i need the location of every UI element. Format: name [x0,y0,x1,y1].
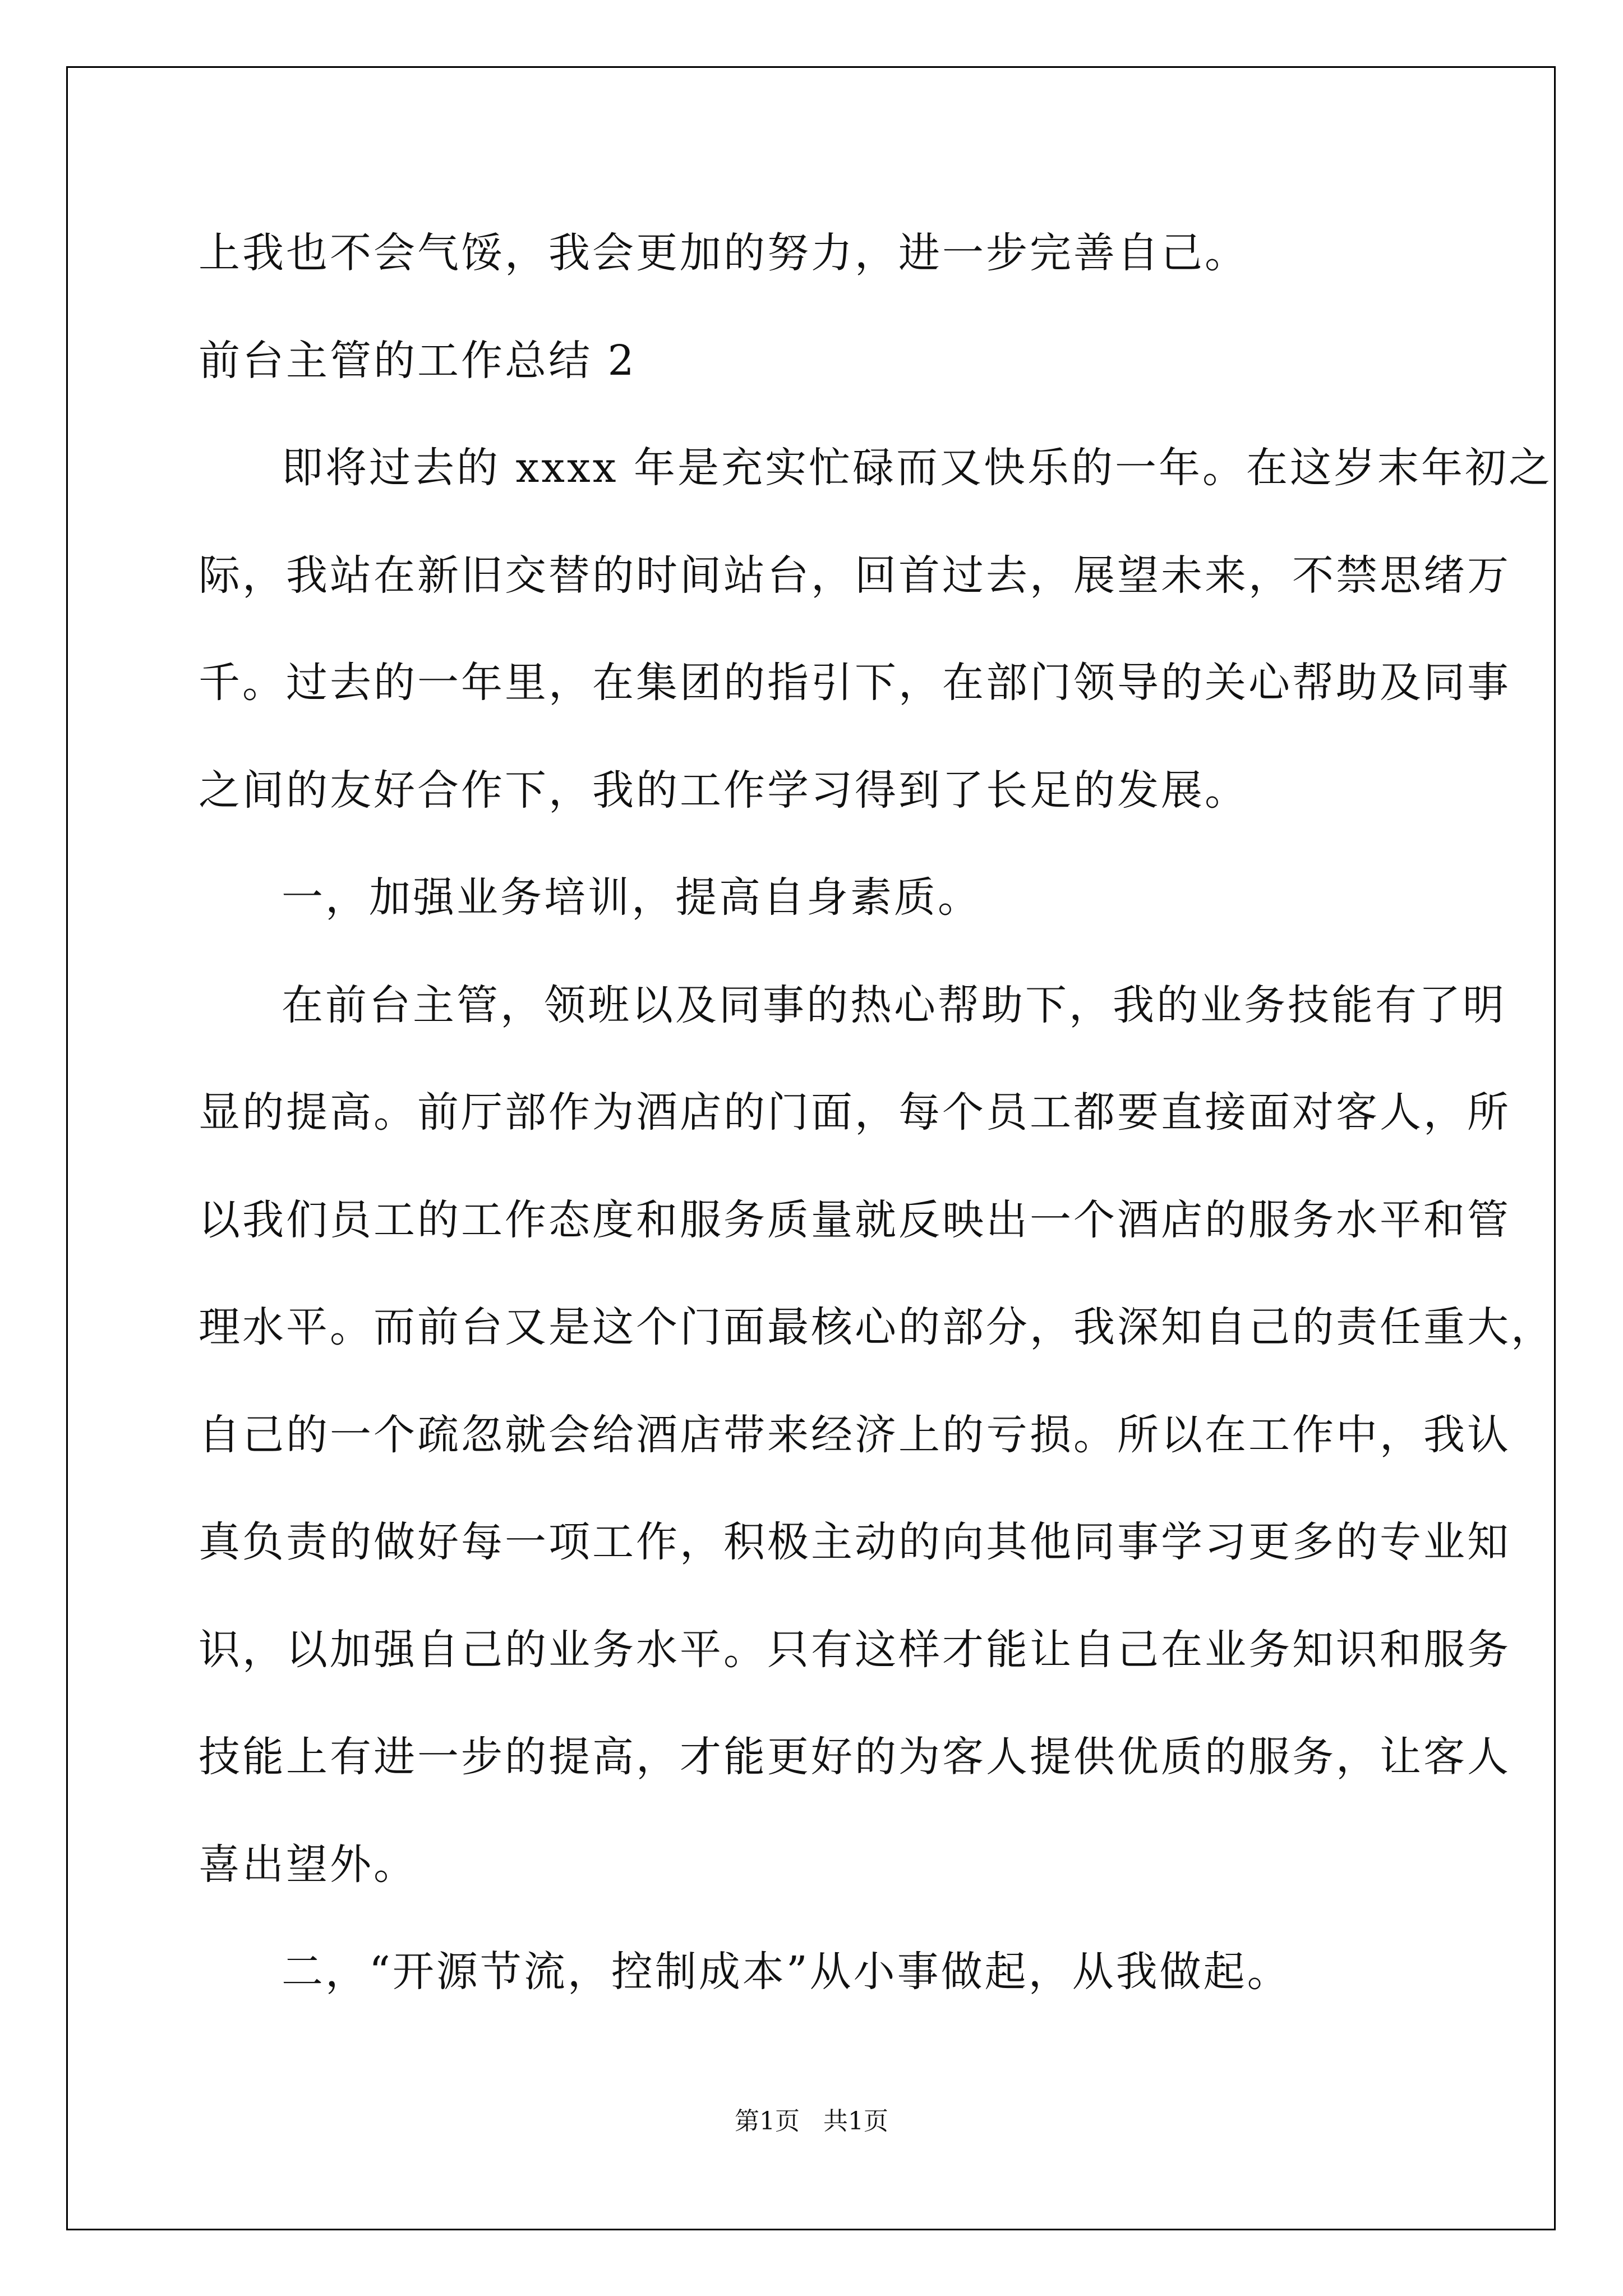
text-line: 技能上有进一步的提高，才能更好的为客人提供优质的服务，让客人 [199,1733,1511,1781]
text-line: 千。过去的一年里，在集团的指引下，在部门领导的关心帮助及同事 [199,659,1511,707]
text-line: 一，加强业务培训，提高自身素质。 [282,873,981,922]
text-line: 以我们员工的工作态度和服务质量就反映出一个酒店的服务水平和管 [199,1196,1511,1244]
text-line: 识，以加强自己的业务水平。只有这样才能让自己在业务知识和服务 [199,1626,1511,1674]
text-line: 在前台主管，领班以及同事的热心帮助下，我的业务技能有了明 [282,981,1506,1029]
text-line: 际，我站在新旧交替的时间站台，回首过去，展望未来，不禁思绪万 [199,551,1511,600]
text-line: 二，“开源节流，控制成本”从小事做起，从我做起。 [282,1948,1291,1996]
text-line: 理水平。而前台又是这个门面最核心的部分，我深知自己的责任重大， [199,1303,1555,1351]
section-heading: 前台主管的工作总结 2 [199,337,637,385]
text-line: 上我也不会气馁，我会更加的努力，进一步完善自己。 [199,229,1248,277]
text-line: 即将过去的 xxxx 年是充实忙碌而又快乐的一年。在这岁末年初之 [282,444,1552,492]
text-line: 之间的友好合作下，我的工作学习得到了长足的发展。 [199,766,1248,815]
text-line: 喜出望外。 [199,1841,417,1889]
page-footer: 第1页 共1页 [735,2107,888,2136]
text-line: 显的提高。前厅部作为酒店的门面，每个员工都要直接面对客人，所 [199,1088,1511,1137]
page-border [66,66,1556,2230]
text-line: 自己的一个疏忽就会给酒店带来经济上的亏损。所以在工作中，我认 [199,1411,1511,1459]
text-line: 真负责的做好每一项工作，积极主动的向其他同事学习更多的专业知 [199,1518,1511,1566]
